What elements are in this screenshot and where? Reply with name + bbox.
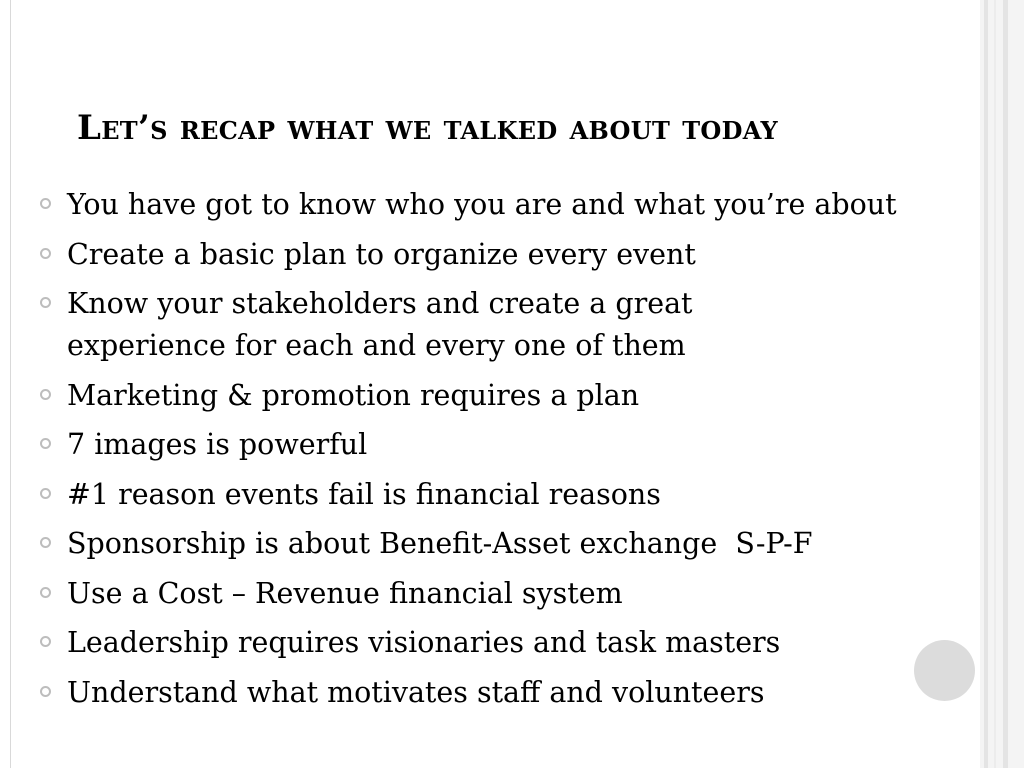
circle-bullet-icon [40,636,51,647]
circle-bullet-icon [40,686,51,697]
bullet-text: Use a Cost – Revenue financial system [67,576,623,610]
bullet-item [40,474,900,516]
bullet-text: 7 images is powerful [67,428,368,461]
right-decorative-stripe [984,0,988,768]
bullet-item [40,573,900,615]
bullet-text: Marketing & promotion requires a plan [67,378,640,412]
bullet-item [40,283,857,367]
bullet-item [40,234,900,276]
bullet-item [40,622,900,664]
bullet-text: Understand what motivates staff and volunteers [67,675,765,709]
right-decorative-stripe [994,0,996,768]
circle-bullet-icon [40,488,51,499]
bullet-list [40,184,900,721]
circle-bullet-icon [40,438,51,449]
bullet-text: Leadership requires visionaries and task masters [67,626,781,659]
bullet-item [40,184,900,226]
circle-bullet-icon [40,198,51,209]
bullet-item [40,523,900,565]
left-border-line [10,0,11,768]
bullet-item [40,375,900,417]
circle-bullet-icon [40,389,51,400]
bullet-text: Sponsorship is about Benefit-Asset exchange S-P-F [67,527,813,560]
circle-bullet-icon [40,537,51,548]
bullet-text: Create a basic plan to organize every event [67,237,696,271]
right-decorative-stripe [1003,0,1008,768]
bullet-text: Know your stakeholders and create a great experience for each and every one of them [67,287,693,362]
circle-bullet-icon [40,587,51,598]
circle-bullet-icon [40,248,51,259]
bullet-item [40,672,900,714]
bullet-item [40,424,900,466]
bullet-text: #1 reason events fail is financial reasons [67,477,661,511]
decorative-circle [914,640,975,701]
bullet-text: You have got to know who you are and what you’re about [67,188,897,221]
circle-bullet-icon [40,297,51,308]
slide-title: Let’s recap what we talked about today [77,108,778,148]
